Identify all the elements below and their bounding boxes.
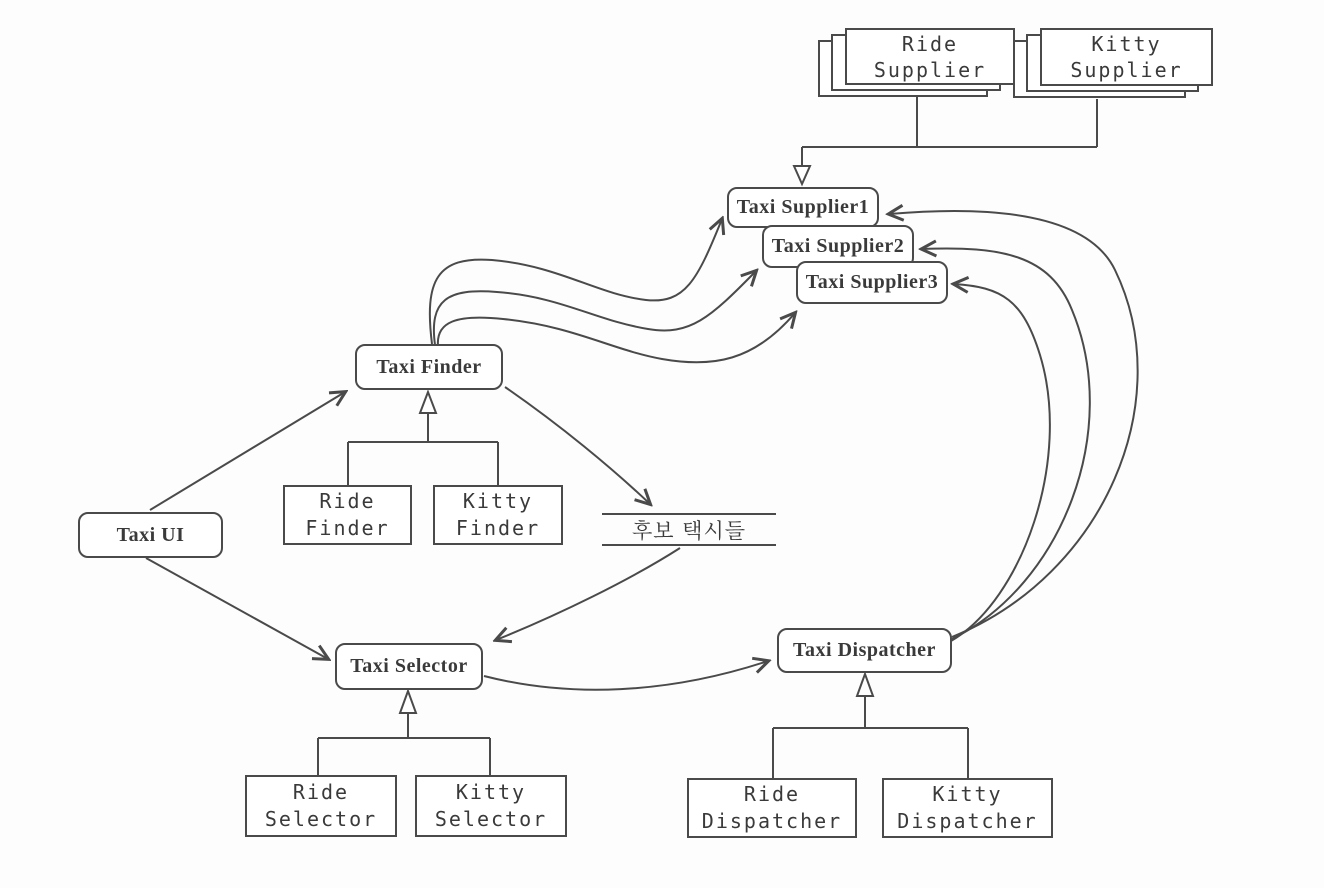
kitty-dispatcher-node [882, 778, 1053, 838]
edge-dispatcher-children [773, 697, 968, 778]
taxi-selector-node [335, 643, 483, 690]
taxi-supplier1-label: Taxi Supplier1 [736, 196, 870, 218]
kitty-selector-label-line1: Kitty [455, 780, 527, 804]
taxi-finder-node [355, 344, 503, 390]
kitty-supplier-node [1040, 28, 1213, 86]
ride-finder-node [283, 485, 412, 545]
taxi-ui-node [78, 512, 223, 558]
taxi-supplier2-label: Taxi Supplier2 [771, 235, 905, 257]
kitty-supplier-label-line1: Kitty [1091, 32, 1162, 56]
edge-finder-children [348, 414, 498, 485]
edge-selector-children [318, 714, 490, 775]
ride-dispatcher-label-line1: Ride [743, 782, 801, 806]
ride-selector-label-line2: Selector [264, 807, 378, 831]
kitty-finder-label-line2: Finder [455, 516, 541, 540]
taxi-dispatcher-label: Taxi Dispatcher [793, 639, 936, 661]
ride-supplier-stack [818, 28, 1015, 98]
edge-taxi-ui-to-taxi-selector [146, 558, 328, 659]
ride-supplier-label-line2: Supplier [873, 57, 987, 82]
ride-selector-label-line1: Ride [292, 780, 350, 804]
taxi-supplier3-node [796, 261, 948, 304]
generalization-triangle-up-selector-icon [400, 691, 416, 713]
kitty-selector-label-line2: Selector [434, 807, 548, 831]
ride-dispatcher-label-line2: Dispatcher [701, 809, 843, 833]
taxi-supplier1-node [727, 187, 879, 228]
generalization-triangle-down-icon [794, 166, 810, 184]
kitty-dispatcher-label-line1: Kitty [932, 782, 1003, 806]
generalization-triangle-up-dispatcher-icon [857, 674, 873, 696]
taxi-selector-label: Taxi Selector [350, 655, 468, 677]
edge-taxi-finder-to-supplier2 [434, 271, 756, 345]
kitty-finder-node [433, 485, 563, 545]
taxi-finder-label: Taxi Finder [376, 355, 482, 378]
edge-taxi-dispatcher-to-supplier2 [922, 248, 1090, 639]
ride-finder-label-line2: Finder [305, 516, 390, 540]
kitty-supplier-stack [1013, 28, 1213, 99]
edge-taxi-finder-to-supplier1 [430, 219, 722, 344]
candidate-taxis-label: 후보 택시들 [631, 518, 747, 543]
kitty-dispatcher-label-line2: Dispatcher [897, 809, 1038, 833]
edge-candidate-taxis-to-taxi-selector [496, 548, 680, 640]
edge-taxi-selector-to-taxi-dispatcher [484, 661, 768, 690]
taxi-dispatcher-node [777, 628, 952, 673]
ride-supplier-node [845, 28, 1015, 85]
kitty-finder-label-line1: Kitty [462, 489, 534, 513]
taxi-ui-label: Taxi UI [116, 523, 185, 546]
ride-supplier-label-line1: Ride [901, 31, 959, 56]
generalization-triangle-up-finder-icon [420, 392, 436, 413]
candidate-taxis-datastore [602, 513, 776, 546]
ride-dispatcher-node [687, 778, 857, 838]
ride-selector-node [245, 775, 397, 837]
taxi-supplier3-label: Taxi Supplier3 [805, 271, 939, 293]
ride-finder-label-line1: Ride [319, 489, 376, 513]
kitty-supplier-label-line2: Supplier [1070, 58, 1183, 82]
kitty-selector-node [415, 775, 567, 837]
